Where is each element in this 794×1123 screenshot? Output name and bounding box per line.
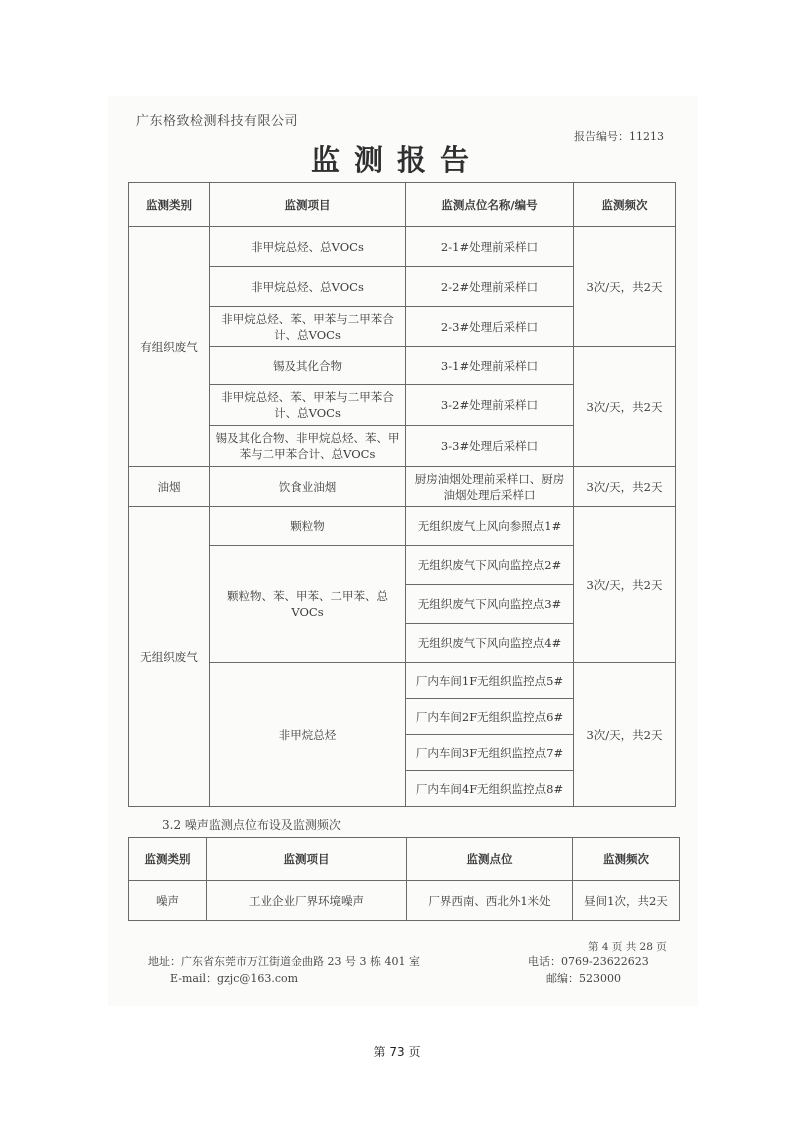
item-cell: 颗粒物、苯、甲苯、二甲苯、总VOCs <box>210 546 406 663</box>
company-name: 广东格致检测科技有限公司 <box>136 114 299 129</box>
frequency-cell: 3次/天，共2天 <box>574 227 676 347</box>
point-cell: 厂内车间3F无组织监控点7# <box>406 735 574 771</box>
frequency-cell: 昼间1次，共2天 <box>573 881 680 921</box>
page-number: 第 73 页 <box>373 1045 421 1059</box>
point-cell: 2-1#处理前采样口 <box>406 227 574 267</box>
point-cell: 无组织废气下风向监控点2# <box>406 546 574 585</box>
item-cell: 颗粒物 <box>210 507 406 546</box>
frequency-cell: 3次/天，共2天 <box>574 507 676 663</box>
item-cell: 非甲烷总烃、苯、甲苯与二甲苯合计、总VOCs <box>210 307 406 347</box>
table-row <box>129 663 676 699</box>
category-cell: 无组织废气 <box>129 507 210 807</box>
telephone: 电话：0769-23622623 <box>528 955 649 968</box>
table-row <box>129 881 680 921</box>
noise-table <box>128 837 680 921</box>
point-cell: 厂内车间2F无组织监控点6# <box>406 699 574 735</box>
address: 地址：广东省东莞市万江街道金曲路 23 号 3 栋 401 室 <box>148 955 420 968</box>
point-cell: 厨房油烟处理前采样口、厨房油烟处理后采样口 <box>406 467 574 507</box>
category-cell: 有组织废气 <box>129 227 210 467</box>
item-cell: 非甲烷总烃、总VOCs <box>210 227 406 267</box>
point-cell: 无组织废气上风向参照点1# <box>406 507 574 546</box>
header-item: 监测项目 <box>210 183 406 227</box>
section-title: 3.2 噪声监测点位布设及监测频次 <box>162 818 341 832</box>
item-cell: 工业企业厂界环境噪声 <box>207 881 407 921</box>
header-category: 监测类别 <box>129 183 210 227</box>
header-point: 监测点位 <box>407 838 573 881</box>
table-row <box>129 467 676 507</box>
header-category: 监测类别 <box>129 838 207 881</box>
table-row <box>129 347 676 385</box>
point-cell: 3-2#处理前采样口 <box>406 385 574 426</box>
header-point: 监测点位名称/编号 <box>406 183 574 227</box>
point-cell: 无组织废气下风向监控点4# <box>406 624 574 663</box>
frequency-cell: 3次/天，共2天 <box>574 663 676 807</box>
item-cell: 非甲烷总烃、苯、甲苯与二甲苯合计、总VOCs <box>210 385 406 426</box>
frequency-cell: 3次/天，共2天 <box>574 467 676 507</box>
point-cell: 2-2#处理前采样口 <box>406 267 574 307</box>
table-header-row <box>129 183 676 227</box>
point-cell: 厂内车间1F无组织监控点5# <box>406 663 574 699</box>
item-cell: 锡及其化合物、非甲烷总烃、苯、甲苯与二甲苯合计、总VOCs <box>210 426 406 467</box>
point-cell: 厂内车间4F无组织监控点8# <box>406 771 574 807</box>
item-cell: 饮食业油烟 <box>210 467 406 507</box>
item-cell: 非甲烷总烃、总VOCs <box>210 267 406 307</box>
point-cell: 厂界西南、西北外1米处 <box>407 881 573 921</box>
point-cell: 3-3#处理后采样口 <box>406 426 574 467</box>
table-row <box>129 507 676 546</box>
table-header-row <box>129 838 680 881</box>
email: E-mail：gzjc@163.com <box>170 972 299 985</box>
report-number: 报告编号：11213 <box>574 130 664 143</box>
item-cell: 非甲烷总烃 <box>210 663 406 807</box>
monitoring-table <box>128 182 676 807</box>
header-frequency: 监测频次 <box>574 183 676 227</box>
header-frequency: 监测频次 <box>573 838 680 881</box>
page-info: 第 4 页 共 28 页 <box>588 941 667 953</box>
postcode: 邮编：523000 <box>546 972 621 985</box>
frequency-cell: 3次/天，共2天 <box>574 347 676 467</box>
point-cell: 2-3#处理后采样口 <box>406 307 574 347</box>
item-cell: 锡及其化合物 <box>210 347 406 385</box>
category-cell: 油烟 <box>129 467 210 507</box>
point-cell: 3-1#处理前采样口 <box>406 347 574 385</box>
header-item: 监测项目 <box>207 838 407 881</box>
table-row <box>129 227 676 267</box>
report-title: 监测报告 <box>310 143 483 177</box>
point-cell: 无组织废气下风向监控点3# <box>406 585 574 624</box>
category-cell: 噪声 <box>129 881 207 921</box>
